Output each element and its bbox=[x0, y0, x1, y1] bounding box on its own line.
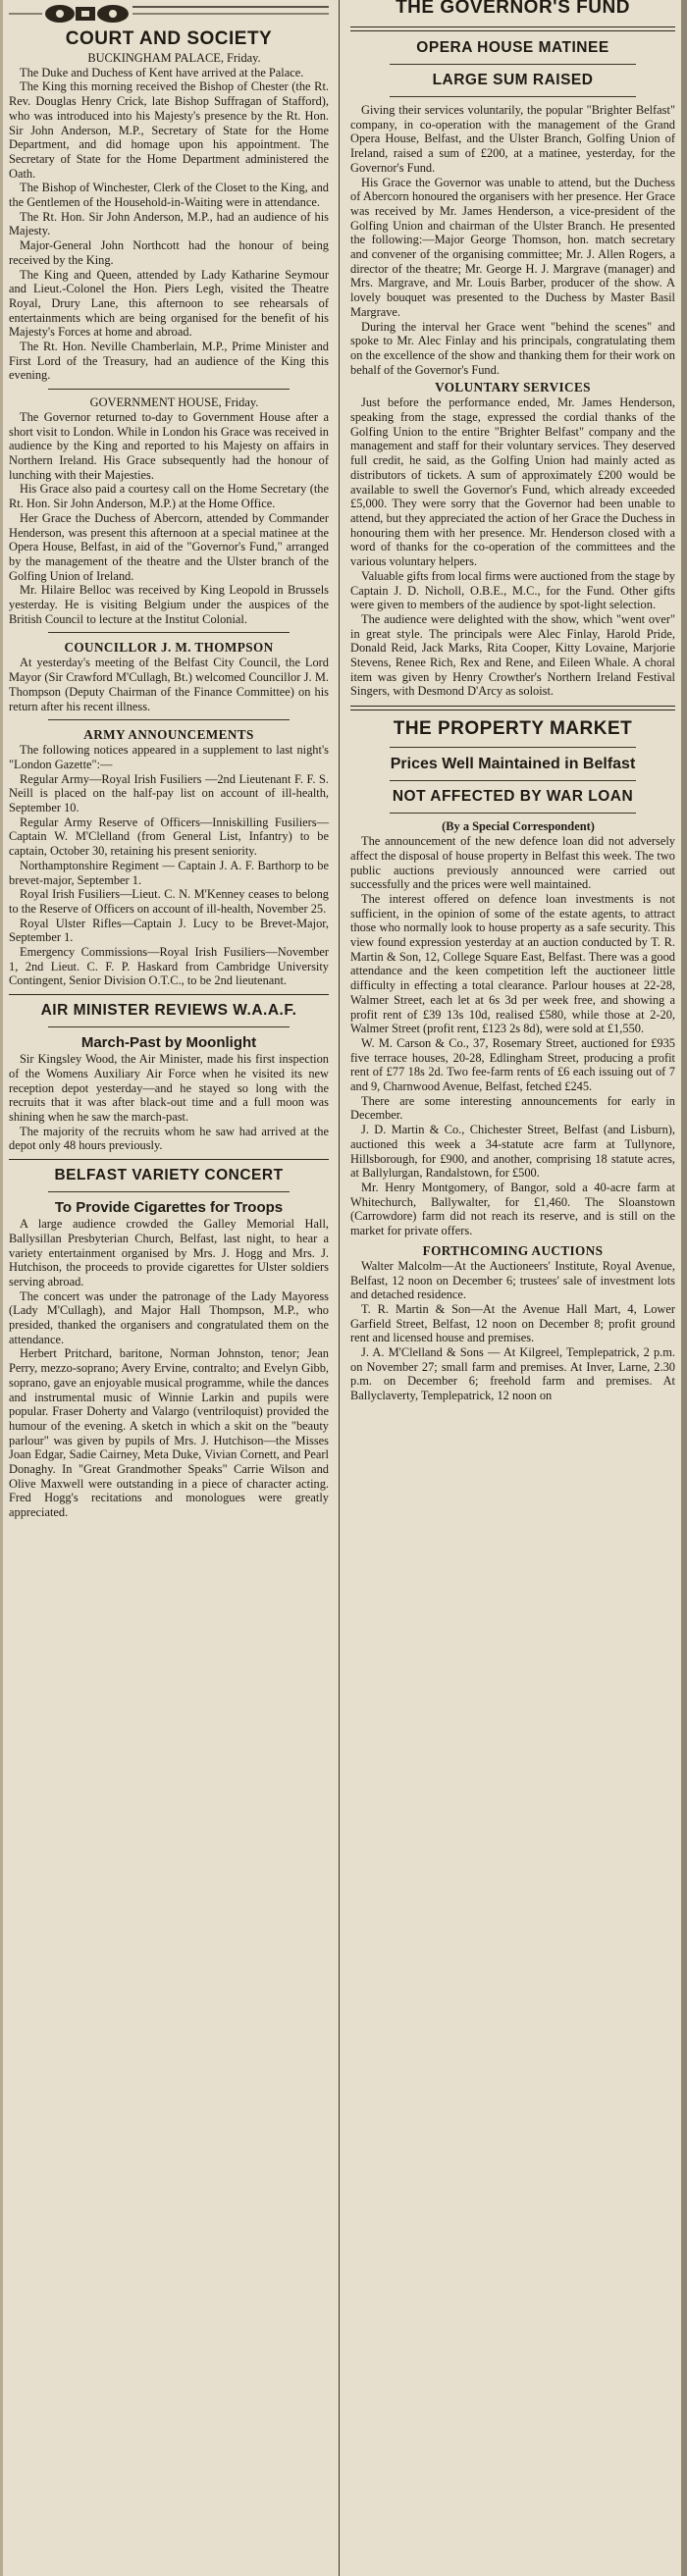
air-para-1: Sir Kingsley Wood, the Air Minister, made his first inspection of the Womens Auxiliary Air Force when he visited its new reception depot yesterday—and he stayed so long with the recruits that it was after black-out time and a full moon was shining when he saw the march-past. bbox=[9, 1052, 329, 1124]
govhouse-para-2: His Grace also paid a courtesy call on the Home Secretary (the Rt. Hon. Sir John Anderson, M.P.) at the Home Office. bbox=[9, 482, 329, 511]
air-para-2: The majority of the recruits whom he saw had arrived at the depot only 48 hours previously. bbox=[9, 1124, 329, 1153]
army-para-2: Regular Army—Royal Irish Fusiliers —2nd Lieutenant F. F. S. Neill is placed on the half-pay list on account of ill-health, September 10. bbox=[9, 771, 329, 815]
column-rule bbox=[339, 0, 340, 2576]
divider bbox=[48, 389, 290, 390]
property-para-6: Mr. Henry Montgomery, of Bangor, sold a 40-acre farm at Whitechurch, Ballywalter, for £1,460. The Sloanstown (Carrowdore) farm did not reach its reserve, and is still on the market for private offers. bbox=[350, 1181, 675, 1238]
auction-para-3: J. A. M'Clelland & Sons — At Kilgreel, Templepatrick, 2 p.m. on November 27; small farm and premises. At Inver, Larne, 2.30 p.m. on December 6; freehold farm and premises. At Ballyclaverty, Templepatrick, 12 noon on bbox=[350, 1345, 675, 1403]
property-market-heading: THE PROPERTY MARKET bbox=[393, 718, 633, 740]
prices-maintained-heading: Prices Well Maintained in Belfast bbox=[390, 756, 636, 773]
fund2-para-3: The audience were delighted with the show, which "went over" in great style. The principals were Alec Finlay, Harold Pride, Donald Reid, Jack Marks, Rita Cooper, Kitty Lovaine, Marjorie Stevens, Renee Rich, Rex and Rene, and Eileen Whale. A choral item was given by Henry Crowther's Northern Ireland Festival Singers, with Desmond D'Arcy as soloist. bbox=[350, 611, 675, 699]
divider bbox=[9, 994, 329, 995]
opera-house-heading: OPERA HOUSE MATINEE bbox=[416, 39, 609, 56]
divider bbox=[9, 1159, 329, 1160]
govhouse-para-3: Her Grace the Duchess of Abercorn, attended by Commander Henderson, was present this afternoon at a special matinee at the Opera House, Belfast, in aid of the "Governor's Fund," arranged by the management of the theatre and the Ulster branch of the Golfing Union of Ireland. bbox=[9, 510, 329, 583]
divider bbox=[48, 1026, 290, 1027]
forthcoming-auctions-heading: FORTHCOMING AUCTIONS bbox=[422, 1242, 604, 1258]
divider bbox=[390, 780, 636, 781]
court-para-4: The Rt. Hon. Sir John Anderson, M.P., had an audience of his Majesty. bbox=[9, 209, 329, 238]
governors-fund-kicker: THE GOVERNOR'S FUND bbox=[396, 0, 630, 18]
voluntary-services-heading: VOLUNTARY SERVICES bbox=[435, 380, 591, 395]
variety-concert-heading: BELFAST VARIETY CONCERT bbox=[54, 1167, 284, 1184]
variety-concert-subheading: To Provide Cigarettes for Troops bbox=[54, 1199, 284, 1217]
divider bbox=[350, 26, 675, 31]
army-para-3: Regular Army Reserve of Officers—Inniskilling Fusiliers—Captain W. M'Clelland (from General List, Infantry) to be captain, October 30, retaining his present seniority. bbox=[9, 815, 329, 859]
property-para-2: The interest offered on defence loan investments is not sufficient, in the opinion of some of the estate agents, to attract those who normally look to house property as a safe security. This view found expression yesterday at an auction conducted by T. R. Martin & Son, 12, College Square East, Belfast. There was a good attendance and the keen competition left the auctioneer little difficulty in effecting a total clearance. Parlour houses at 22-28, Walmer Street, each let at 6s 3d per week free, and showing a profit rent of £39 13s 10d, realised £580, while those at 2-20, Walmer Street (profit rent, £123 2s 8d), were sold at £1,550. bbox=[350, 891, 675, 1036]
army-para-6: Royal Ulster Rifles—Captain J. Lucy to be Brevet-Major, September 1. bbox=[9, 916, 329, 945]
divider bbox=[390, 747, 636, 748]
auction-para-2: T. R. Martin & Son—At the Avenue Hall Mart, 4, Lower Garfield Street, Belfast, 12 noon on December 8; profit ground rent and licensed house and premises. bbox=[350, 1301, 675, 1345]
army-para-5: Royal Irish Fusiliers—Lieut. C. N. M'Kenney ceases to belong to the Reserve of Officers on account of ill-health, November 25. bbox=[9, 887, 329, 916]
govhouse-para-1: The Governor returned to-day to Government House after a short visit to London. While in London his Grace was received in audience by the King and reported to his Majesty on affairs in Northern Ireland. His Grace subsequently had the honour of lunching with their Majesties. bbox=[9, 409, 329, 482]
large-sum-heading: LARGE SUM RAISED bbox=[432, 72, 594, 88]
court-para-7: The Rt. Hon. Neville Chamberlain, M.P., Prime Minister and First Lord of the Treasury, had an audience of the King this evening. bbox=[9, 340, 329, 383]
army-para-1: The following notices appeared in a supplement to last night's "London Gazette":— bbox=[9, 743, 329, 771]
divider bbox=[48, 632, 290, 633]
left-column bbox=[3, 0, 337, 2576]
right-column bbox=[343, 0, 681, 2576]
court-para-2: The King this morning received the Bishop of Chester (the Rt. Rev. Douglas Henry Crick, late Bishop Suffragan of Stafford), who was introduced into his Majesty's presence by the Rt. Hon. Sir John Anderson, M.P., Secretary of State for the Home Department, and did homage upon his appointment. The Secretary of State for the Home Department administered the Oath. bbox=[9, 79, 329, 181]
variety-para-1: A large audience crowded the Galley Memorial Hall, Ballysillan Presbyterian Church, Belfast, last night, to hear a variety entertainment organised by Mrs. J. Hogg and Mrs. J. Hutchison, the proceeds to provide cigarettes for Ulster soldiers serving abroad. bbox=[9, 1217, 329, 1288]
councillor-para-1: At yesterday's meeting of the Belfast City Council, the Lord Mayor (Sir Crawford M'Cullagh, Bt.) welcomed Councillor J. M. Thompson (Deputy Chairman of the Finance Committee) on his return after his recent illness. bbox=[9, 656, 329, 713]
variety-para-2: The concert was under the patronage of the Lady Mayoress (Lady M'Cullagh), and Major Hall Thompson, M.P., who presided, thanked the organisers and congratulated them on the attendance. bbox=[9, 1288, 329, 1346]
divider bbox=[390, 813, 636, 814]
property-para-4: There are some interesting announcements for early in December. bbox=[350, 1093, 675, 1123]
fund-para-1: Giving their services voluntarily, the popular "Brighter Belfast" company, in co-operation with the management of the Grand Opera House, Belfast, and the Ulster Branch, Golfing Union of Ireland, raised a sum of £200, at a matinee, yesterday, for the Governor's Fund. bbox=[350, 103, 675, 175]
government-house-dateline: GOVERNMENT HOUSE, Friday. bbox=[89, 395, 259, 410]
fund-para-2: His Grace the Governor was unable to attend, but the Duchess of Abercorn honoured the organisers with her presence. Her Grace was received by Mr. James Henderson, a vice-president of the Golfing Union and chairman of the Ulster Branch. He presented the following:—Major George Thomson, hon. match secretary and convener of the organising committee; Mr. J. Allen Rogers, a director of the theatre; Mr. George H. J. Margrave (manager) and Mrs. Margrave, and Mr. Louis Barber, producer of the show. A lovely bouquet was presented to the Duchess by Master Basil Margrave. bbox=[350, 175, 675, 319]
property-para-5: J. D. Martin & Co., Chichester Street, Belfast (and Lisburn), auctioned this week a 34-statute acre farm at Tullynore, Hillsborough, for £900, and another, comprising 18 statute acres, at Ballylurgan, Randalstown, for £500. bbox=[350, 1123, 675, 1181]
property-para-3: W. M. Carson & Co., 37, Rosemary Street, auctioned for £935 five terrace houses, 20-28, Edlingham Street, producing a profit rent of £77 18s 2d. Two fee-farm rents of £6 each issuing out of 7 and 9, Charnwood Avenue, Belfast, fetched £245. bbox=[350, 1035, 675, 1094]
court-para-1: The Duke and Duchess of Kent have arrived at the Palace. bbox=[20, 65, 304, 79]
air-minister-heading: AIR MINISTER REVIEWS W.A.A.F. bbox=[40, 1002, 297, 1020]
fund2-para-1: Just before the performance ended, Mr. James Henderson, speaking from the stage, expressed the cordial thanks of the Golfing Union to the entire "Brighter Belfast" company and the management and staff for their voluntary services. They deserved full credit, he said, as the Golfing Union had mainly acted as distributors of tickets. A sum of approximately £200 would be available to swell the Governor's Fund, which already exceeded £5,000. They were sorry that the Governor had been unable to attend, but they appreciated the action of her Grace the Duchess in honouring them with her presence. Mr. Henderson closed with a word of thanks for the co-operation of the committees and the various voluntary helpers. bbox=[350, 395, 675, 569]
property-para-1: The announcement of the new defence loan did not adversely affect the disposal of house property in Belfast this week. The two public auctions previously announced were carried out successfully and the prices were well maintained. bbox=[350, 834, 675, 892]
court-dateline: BUCKINGHAM PALACE, Friday. bbox=[87, 51, 261, 65]
army-heading: ARMY ANNOUNCEMENTS bbox=[83, 727, 254, 743]
fund-para-3: During the interval her Grace went "behind the scenes" and spoke to Mr. Alec Finlay and his principals, congratulating them on the excellence of the show and thanking them for their work on behalf of the Governor's Fund. bbox=[350, 319, 675, 377]
councillor-heading: COUNCILLOR J. M. THOMPSON bbox=[64, 640, 274, 656]
army-para-4: Northamptonshire Regiment — Captain J. A. F. Barthorp to be brevet-major, September 1. bbox=[9, 858, 329, 887]
correspondent-byline: (By a Special Correspondent) bbox=[442, 819, 595, 834]
fund2-para-2: Valuable gifts from local firms were auctioned from the stage by Captain J. D. Nicholl, O.B.E., M.C., for the Fund. Other gifts were given to members of the audience by spot-light selection. bbox=[350, 568, 675, 612]
army-para-7: Emergency Commissions—Royal Irish Fusiliers—November 1, 2nd Lieut. C. F. P. Haskard from Cambridge University Contingent, Senior Division O.T.C., to be 2nd lieutenant. bbox=[9, 945, 329, 988]
air-minister-subheading: March-Past by Moonlight bbox=[80, 1034, 257, 1052]
court-para-6: The King and Queen, attended by Lady Katharine Seymour and Lieut.-Colonel the Hon. Piers Legh, visited the Theatre Royal, Drury Lane, this afternoon to see rehearsals of entertainments which are being organised for the benefit of his Majesty's Forces at home and abroad. bbox=[9, 267, 329, 340]
clipping-right-edge bbox=[681, 0, 687, 2576]
court-society-heading: COURT AND SOCIETY bbox=[65, 28, 273, 49]
auction-para-1: Walter Malcolm—At the Auctioneers' Institute, Royal Avenue, Belfast, 12 noon on December 6; trustees' sale of investment lots and detached residence. bbox=[350, 1258, 675, 1302]
royal-crest-ornament bbox=[9, 0, 329, 27]
divider bbox=[390, 96, 636, 97]
court-para-5: Major-General John Northcott had the honour of being received by the King. bbox=[9, 238, 329, 267]
divider bbox=[350, 706, 675, 710]
court-para-3: The Bishop of Winchester, Clerk of the Closet to the King, and the Gentlemen of the Household-in-Waiting were in attendance. bbox=[9, 181, 329, 210]
govhouse-para-4: Mr. Hilaire Belloc was received by King Leopold in Brussels yesterday. He is visiting Belgium under the auspices of the British Council to lecture at the Institut Colonial. bbox=[9, 583, 329, 626]
war-loan-heading: NOT AFFECTED BY WAR LOAN bbox=[392, 788, 634, 806]
divider bbox=[48, 1191, 290, 1192]
divider bbox=[390, 64, 636, 65]
variety-para-3: Herbert Pritchard, baritone, Norman Johnston, tenor; Jean Perry, mezzo-soprano; Avery Ervine, contralto; and Evelyn Gibb, soprano, gave an enjoyable musical programme, while the dances and instrumental music of Winnie Larkin and pupils were popular. Fraser Doherty and Valargo (ventriloquist) provided the humour of the evening. A sketch in which a skit on the "beauty parlour" was given by pupils of Mrs. J. Hutchison—the Misses Joan Edgar, Sadie Cairney, Meta Duke, Vivian Cornett, and Pearl Donaghy. In "Great Grandmother Speaks" Carrie Wilson and Olive Maxwell were outstanding in a piece of character acting. Fred Hogg's recitations and monologues were greatly appreciated. bbox=[9, 1346, 329, 1520]
divider bbox=[48, 719, 290, 720]
